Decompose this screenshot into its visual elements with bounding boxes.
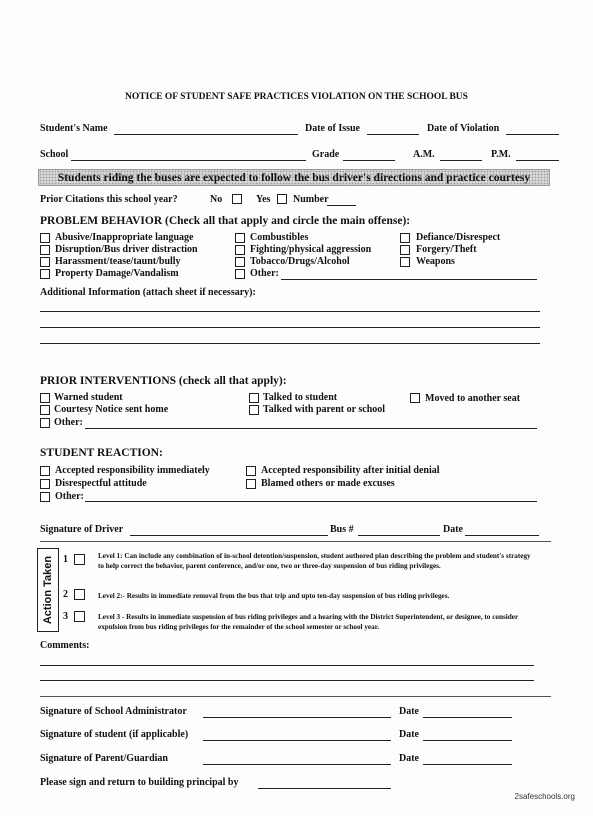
return-by-field[interactable] <box>258 788 391 789</box>
parent-signature-field[interactable] <box>203 764 391 765</box>
reaction-other-field[interactable] <box>85 501 537 502</box>
checkbox-defiance[interactable] <box>400 233 410 243</box>
item-abusive: Abusive/Inappropriate language <box>55 232 194 243</box>
prior-interventions-heading: PRIOR INTERVENTIONS (check all that apply): <box>40 375 287 387</box>
students-name-field[interactable] <box>114 134 298 135</box>
checkbox-talked-parent[interactable] <box>249 405 259 415</box>
parent-signature-label: Signature of Parent/Guardian <box>40 753 168 764</box>
bus-number-label: Bus # <box>330 524 354 535</box>
admin-date-label: Date <box>399 706 419 717</box>
driver-date-label: Date <box>443 524 463 535</box>
checkbox-behavior-other[interactable] <box>235 269 245 279</box>
level-1-text: Level 1: Can include any combination of in-school detention/suspension, student authored plan describing the problem and student's strategy to help correct the behavior, parent conference, and/or one, two or three-day suspension of bus riding privileges. <box>98 552 531 570</box>
item-reaction-other: Other: <box>55 491 84 502</box>
level-3-text: Level 3 - Results in immediate suspension of bus riding privileges and a hearing with the District Superintendent, or designee, to consider expulsion from bus riding privileges for the remainder of the school semester or school year. <box>98 613 519 631</box>
item-warned: Warned student <box>54 392 123 403</box>
footer-site: 2safeschools.org <box>514 792 575 801</box>
section-divider <box>40 541 551 542</box>
courtesy-banner: Students riding the buses are expected to follow the bus driver's directions and practice courtesy <box>38 169 550 186</box>
checkbox-disrespectful[interactable] <box>40 479 50 489</box>
item-disruption: Disruption/Bus driver distraction <box>55 244 198 255</box>
students-name-label: Student's Name <box>40 123 108 134</box>
checkbox-talked-student[interactable] <box>249 393 259 403</box>
item-disrespectful: Disrespectful attitude <box>55 478 147 489</box>
date-of-violation-label: Date of Violation <box>427 123 500 134</box>
checkbox-forgery[interactable] <box>400 245 410 255</box>
checkbox-moved-seat[interactable] <box>410 393 420 403</box>
additional-info-line-1[interactable] <box>40 311 540 312</box>
level-1-checkbox[interactable] <box>74 554 85 565</box>
yes-label: Yes <box>256 194 271 205</box>
item-defiance: Defiance/Disrespect <box>416 232 501 243</box>
item-behavior-other: Other: <box>250 268 279 279</box>
date-of-issue-label: Date of Issue <box>305 123 360 134</box>
yes-checkbox[interactable] <box>277 194 287 204</box>
student-date-label: Date <box>399 729 419 740</box>
item-talked-parent: Talked with parent or school <box>263 404 386 415</box>
checkbox-harassment[interactable] <box>40 257 50 267</box>
item-intervention-other: Other: <box>54 417 83 428</box>
form-title: NOTICE OF STUDENT SAFE PRACTICES VIOLATION ON THE SCHOOL BUS <box>125 92 468 102</box>
driver-signature-label: Signature of Driver <box>40 524 124 535</box>
checkbox-fighting[interactable] <box>235 245 245 255</box>
number-field[interactable] <box>327 205 356 206</box>
behavior-other-field[interactable] <box>281 279 537 280</box>
checkbox-abusive[interactable] <box>40 233 50 243</box>
student-reaction-heading: STUDENT REACTION: <box>40 447 163 459</box>
admin-date-field[interactable] <box>423 717 512 718</box>
grade-field[interactable] <box>343 160 395 161</box>
item-accepted-immediately: Accepted responsibility immediately <box>55 465 210 476</box>
comments-label: Comments: <box>40 640 90 651</box>
checkbox-intervention-other[interactable] <box>40 418 50 428</box>
date-of-issue-field[interactable] <box>367 134 419 135</box>
am-label: A.M. <box>413 149 435 160</box>
prior-citations-label: Prior Citations this school year? <box>40 194 178 205</box>
admin-signature-label: Signature of School Administrator <box>40 706 187 717</box>
pm-field[interactable] <box>516 160 559 161</box>
level-2-number: 2 <box>63 589 68 600</box>
item-property: Property Damage/Vandalism <box>55 268 179 279</box>
bus-number-field[interactable] <box>358 535 440 536</box>
item-moved-seat: Moved to another seat <box>425 393 521 404</box>
item-harassment: Harassment/tease/taunt/bully <box>55 256 181 267</box>
item-courtesy-notice: Courtesy Notice sent home <box>54 404 169 415</box>
item-forgery: Forgery/Theft <box>416 244 477 255</box>
am-field[interactable] <box>440 160 482 161</box>
driver-signature-field[interactable] <box>130 535 328 536</box>
student-signature-field[interactable] <box>203 740 391 741</box>
item-blamed-others: Blamed others or made excuses <box>261 478 395 489</box>
problem-behavior-heading: PROBLEM BEHAVIOR (Check all that apply and circle the main offense): <box>40 215 411 227</box>
school-field[interactable] <box>71 160 306 161</box>
checkbox-blamed-others[interactable] <box>246 479 256 489</box>
return-by-label: Please sign and return to building principal by <box>40 777 239 788</box>
driver-date-field[interactable] <box>465 535 539 536</box>
level-2-checkbox[interactable] <box>74 589 85 600</box>
school-label: School <box>40 149 69 160</box>
item-fighting: Fighting/physical aggression <box>250 244 372 255</box>
student-signature-label: Signature of student (if applicable) <box>40 729 189 740</box>
student-date-field[interactable] <box>423 740 512 741</box>
level-1-number: 1 <box>63 554 68 565</box>
checkbox-property[interactable] <box>40 269 50 279</box>
checkbox-reaction-other[interactable] <box>40 492 50 502</box>
additional-info-line-2[interactable] <box>40 327 540 328</box>
comments-line-3[interactable] <box>40 696 551 697</box>
checkbox-tobacco[interactable] <box>235 257 245 267</box>
checkbox-accepted-immediately[interactable] <box>40 466 50 476</box>
checkbox-combustibles[interactable] <box>235 233 245 243</box>
admin-signature-field[interactable] <box>203 717 391 718</box>
comments-line-1[interactable] <box>40 665 534 666</box>
intervention-other-field[interactable] <box>85 428 537 429</box>
additional-info-label: Additional Information (attach sheet if necessary): <box>40 287 256 298</box>
checkbox-weapons[interactable] <box>400 257 410 267</box>
level-2-text: Level 2:- Results in immediate removal from the bus that trip and upto ten-day suspension of bus riding privileges. <box>98 592 450 600</box>
pm-label: P.M. <box>491 149 511 160</box>
grade-label: Grade <box>312 149 340 160</box>
parent-date-label: Date <box>399 753 419 764</box>
item-weapons: Weapons <box>416 256 455 267</box>
number-label: Number <box>293 194 329 205</box>
parent-date-field[interactable] <box>423 764 512 765</box>
level-3-number: 3 <box>63 611 68 622</box>
checkbox-warned[interactable] <box>40 393 50 403</box>
comments-line-2[interactable] <box>40 680 534 681</box>
no-checkbox[interactable] <box>232 194 242 204</box>
item-combustibles: Combustibles <box>250 232 309 243</box>
item-talked-student: Talked to student <box>263 392 338 403</box>
item-accepted-after-denial: Accepted responsibility after initial denial <box>261 465 440 476</box>
no-label: No <box>210 194 223 205</box>
checkbox-courtesy-notice[interactable] <box>40 405 50 415</box>
additional-info-line-3[interactable] <box>40 343 540 344</box>
checkbox-disruption[interactable] <box>40 245 50 255</box>
item-tobacco: Tobacco/Drugs/Alcohol <box>250 256 350 267</box>
action-taken-label: Action Taken <box>42 555 54 625</box>
checkbox-accepted-after-denial[interactable] <box>246 466 256 476</box>
date-of-violation-field[interactable] <box>506 134 559 135</box>
level-3-checkbox[interactable] <box>74 611 85 622</box>
